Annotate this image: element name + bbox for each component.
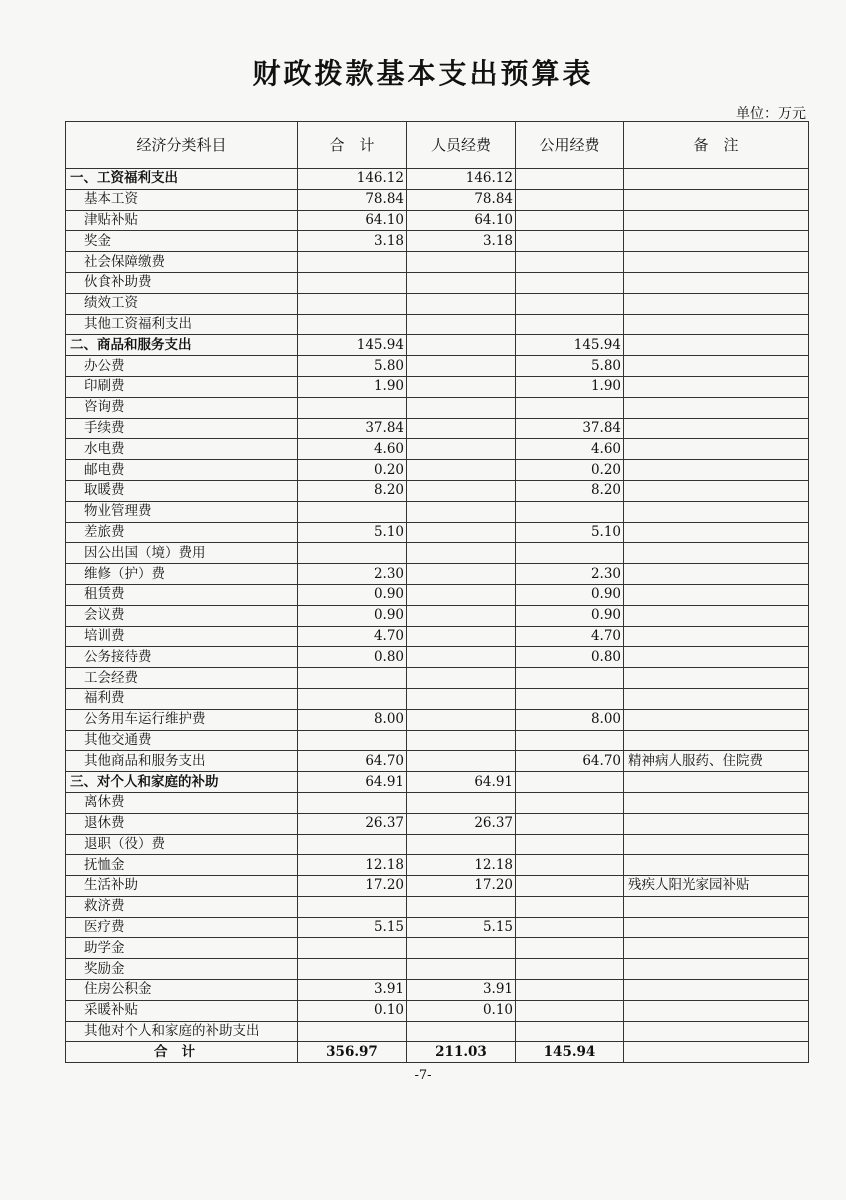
row-label: 退休费 xyxy=(66,813,298,834)
table-row xyxy=(66,876,809,897)
row-personnel: 64.10 xyxy=(407,210,516,231)
row-personnel: 26.37 xyxy=(407,813,516,834)
row-public: 5.80 xyxy=(516,356,624,377)
table-row xyxy=(66,231,809,252)
row-label: 咨询费 xyxy=(66,397,298,418)
row-note xyxy=(624,376,809,397)
row-note xyxy=(624,917,809,938)
row-note xyxy=(624,397,809,418)
row-label: 社会保障缴费 xyxy=(66,252,298,273)
row-total xyxy=(298,293,407,314)
table-row xyxy=(66,252,809,273)
table-row xyxy=(66,460,809,481)
row-personnel xyxy=(407,605,516,626)
row-label: 其他对个人和家庭的补助支出 xyxy=(66,1021,298,1042)
row-personnel xyxy=(407,834,516,855)
table-row xyxy=(66,189,809,210)
row-personnel xyxy=(407,480,516,501)
row-note xyxy=(624,1000,809,1021)
row-note xyxy=(624,626,809,647)
row-public: 0.20 xyxy=(516,460,624,481)
row-personnel xyxy=(407,293,516,314)
row-public xyxy=(516,772,624,793)
budget-table xyxy=(65,121,809,1063)
row-label: 其他工资福利支出 xyxy=(66,314,298,335)
row-public xyxy=(516,896,624,917)
row-label: 医疗费 xyxy=(66,917,298,938)
row-note xyxy=(624,210,809,231)
row-public: 2.30 xyxy=(516,564,624,585)
row-personnel: 17.20 xyxy=(407,876,516,897)
table-row xyxy=(66,772,809,793)
table-row xyxy=(66,480,809,501)
table-row xyxy=(66,730,809,751)
row-total xyxy=(298,272,407,293)
row-label: 住房公积金 xyxy=(66,980,298,1001)
row-label: 会议费 xyxy=(66,605,298,626)
table-row xyxy=(66,751,809,772)
row-label: 差旅费 xyxy=(66,522,298,543)
row-total xyxy=(298,668,407,689)
row-label: 救济费 xyxy=(66,896,298,917)
table-row xyxy=(66,959,809,980)
row-note xyxy=(624,584,809,605)
row-total xyxy=(298,1021,407,1042)
row-label: 津贴补贴 xyxy=(66,210,298,231)
row-public xyxy=(516,314,624,335)
row-public xyxy=(516,834,624,855)
row-total xyxy=(298,792,407,813)
row-label: 邮电费 xyxy=(66,460,298,481)
row-label: 水电费 xyxy=(66,439,298,460)
row-note xyxy=(624,938,809,959)
header-note: 备 注 xyxy=(624,122,809,169)
table-row xyxy=(66,917,809,938)
total-public: 145.94 xyxy=(516,1042,624,1063)
table-row xyxy=(66,439,809,460)
row-total xyxy=(298,397,407,418)
row-note xyxy=(624,460,809,481)
row-label: 基本工资 xyxy=(66,189,298,210)
row-label: 工会经费 xyxy=(66,668,298,689)
row-public xyxy=(516,210,624,231)
row-total: 5.80 xyxy=(298,356,407,377)
table-header-row xyxy=(66,122,809,169)
row-personnel xyxy=(407,938,516,959)
table-row xyxy=(66,584,809,605)
row-label: 采暖补贴 xyxy=(66,1000,298,1021)
row-public xyxy=(516,501,624,522)
row-public xyxy=(516,189,624,210)
row-total: 64.70 xyxy=(298,751,407,772)
row-label: 办公费 xyxy=(66,356,298,377)
row-total xyxy=(298,896,407,917)
row-personnel: 3.18 xyxy=(407,231,516,252)
table-row xyxy=(66,709,809,730)
row-total xyxy=(298,938,407,959)
row-note xyxy=(624,772,809,793)
row-public: 8.20 xyxy=(516,480,624,501)
row-total: 0.10 xyxy=(298,1000,407,1021)
row-public xyxy=(516,959,624,980)
row-note xyxy=(624,792,809,813)
row-personnel: 5.15 xyxy=(407,917,516,938)
row-total: 0.90 xyxy=(298,584,407,605)
row-public xyxy=(516,272,624,293)
row-total: 12.18 xyxy=(298,855,407,876)
row-label: 手续费 xyxy=(66,418,298,439)
row-note xyxy=(624,668,809,689)
row-personnel: 3.91 xyxy=(407,980,516,1001)
row-label: 一、工资福利支出 xyxy=(66,169,298,190)
table-row xyxy=(66,564,809,585)
row-public xyxy=(516,1021,624,1042)
row-label: 奖励金 xyxy=(66,959,298,980)
row-total: 4.70 xyxy=(298,626,407,647)
row-total xyxy=(298,314,407,335)
row-public xyxy=(516,668,624,689)
row-note xyxy=(624,293,809,314)
row-total: 0.90 xyxy=(298,605,407,626)
row-label: 福利费 xyxy=(66,688,298,709)
row-public: 37.84 xyxy=(516,418,624,439)
row-total: 17.20 xyxy=(298,876,407,897)
total-sum: 356.97 xyxy=(298,1042,407,1063)
row-note xyxy=(624,1021,809,1042)
row-note xyxy=(624,522,809,543)
row-note xyxy=(624,169,809,190)
row-personnel xyxy=(407,668,516,689)
table-row xyxy=(66,501,809,522)
page-number: -7- xyxy=(414,1068,432,1083)
row-label: 取暖费 xyxy=(66,480,298,501)
row-total: 3.91 xyxy=(298,980,407,1001)
table-row xyxy=(66,543,809,564)
table-row xyxy=(66,397,809,418)
table-row xyxy=(66,1000,809,1021)
row-total: 8.00 xyxy=(298,709,407,730)
row-total xyxy=(298,543,407,564)
row-public xyxy=(516,688,624,709)
row-note xyxy=(624,730,809,751)
row-public: 0.90 xyxy=(516,605,624,626)
row-total: 3.18 xyxy=(298,231,407,252)
row-note: 精神病人服药、住院费 xyxy=(624,751,809,772)
row-public: 0.80 xyxy=(516,647,624,668)
total-personnel: 211.03 xyxy=(407,1042,516,1063)
row-label: 离休费 xyxy=(66,792,298,813)
row-personnel xyxy=(407,397,516,418)
row-public xyxy=(516,1000,624,1021)
table-row xyxy=(66,626,809,647)
table-row xyxy=(66,938,809,959)
row-personnel: 12.18 xyxy=(407,855,516,876)
row-note xyxy=(624,480,809,501)
row-personnel xyxy=(407,896,516,917)
row-label: 维修（护）费 xyxy=(66,564,298,585)
header-public: 公用经费 xyxy=(516,122,624,169)
row-public xyxy=(516,231,624,252)
row-personnel xyxy=(407,626,516,647)
total-row xyxy=(66,1042,809,1063)
row-public: 64.70 xyxy=(516,751,624,772)
row-note xyxy=(624,335,809,356)
table-row xyxy=(66,688,809,709)
row-public xyxy=(516,252,624,273)
row-public: 1.90 xyxy=(516,376,624,397)
table-row xyxy=(66,272,809,293)
row-label: 三、对个人和家庭的补助 xyxy=(66,772,298,793)
row-personnel xyxy=(407,335,516,356)
row-label: 因公出国（境）费用 xyxy=(66,543,298,564)
row-personnel xyxy=(407,418,516,439)
row-public: 4.60 xyxy=(516,439,624,460)
row-total xyxy=(298,959,407,980)
row-note: 残疾人阳光家园补贴 xyxy=(624,876,809,897)
row-personnel xyxy=(407,439,516,460)
row-label: 生活补助 xyxy=(66,876,298,897)
row-note xyxy=(624,189,809,210)
row-note xyxy=(624,231,809,252)
row-label: 培训费 xyxy=(66,626,298,647)
row-note xyxy=(624,647,809,668)
row-label: 其他交通费 xyxy=(66,730,298,751)
table-row xyxy=(66,356,809,377)
row-public: 145.94 xyxy=(516,335,624,356)
row-personnel xyxy=(407,543,516,564)
row-personnel xyxy=(407,1021,516,1042)
row-label: 助学金 xyxy=(66,938,298,959)
row-personnel xyxy=(407,584,516,605)
row-public xyxy=(516,169,624,190)
row-note xyxy=(624,356,809,377)
row-label: 伙食补助费 xyxy=(66,272,298,293)
row-label: 奖金 xyxy=(66,231,298,252)
row-total: 1.90 xyxy=(298,376,407,397)
total-note xyxy=(624,1042,809,1063)
row-personnel xyxy=(407,252,516,273)
row-total: 146.12 xyxy=(298,169,407,190)
table-row xyxy=(66,522,809,543)
table-row xyxy=(66,855,809,876)
row-public: 0.90 xyxy=(516,584,624,605)
row-note xyxy=(624,834,809,855)
table-row xyxy=(66,813,809,834)
row-personnel: 0.10 xyxy=(407,1000,516,1021)
row-note xyxy=(624,252,809,273)
table-row xyxy=(66,647,809,668)
page-title: 财政拨款基本支出预算表 xyxy=(252,57,594,90)
row-note xyxy=(624,314,809,335)
table-row xyxy=(66,169,809,190)
row-label: 抚恤金 xyxy=(66,855,298,876)
row-note xyxy=(624,418,809,439)
row-note xyxy=(624,564,809,585)
row-total: 4.60 xyxy=(298,439,407,460)
row-personnel xyxy=(407,959,516,980)
row-label: 其他商品和服务支出 xyxy=(66,751,298,772)
row-total: 145.94 xyxy=(298,335,407,356)
row-personnel: 78.84 xyxy=(407,189,516,210)
row-personnel xyxy=(407,272,516,293)
row-total: 0.80 xyxy=(298,647,407,668)
unit-label: 单位：万元 xyxy=(736,106,806,122)
row-label: 公务接待费 xyxy=(66,647,298,668)
row-note xyxy=(624,855,809,876)
table-row xyxy=(66,668,809,689)
row-total xyxy=(298,501,407,522)
row-public xyxy=(516,543,624,564)
table-row xyxy=(66,210,809,231)
row-note xyxy=(624,272,809,293)
table-row xyxy=(66,293,809,314)
header-category: 经济分类科目 xyxy=(66,122,298,169)
row-total xyxy=(298,834,407,855)
table-row xyxy=(66,314,809,335)
row-total: 26.37 xyxy=(298,813,407,834)
row-total: 0.20 xyxy=(298,460,407,481)
table-row xyxy=(66,376,809,397)
row-label: 印刷费 xyxy=(66,376,298,397)
row-total: 5.10 xyxy=(298,522,407,543)
row-label: 物业管理费 xyxy=(66,501,298,522)
row-personnel xyxy=(407,564,516,585)
total-label: 合计 xyxy=(66,1042,298,1063)
row-total: 37.84 xyxy=(298,418,407,439)
row-note xyxy=(624,896,809,917)
row-total: 8.20 xyxy=(298,480,407,501)
row-personnel xyxy=(407,501,516,522)
row-public xyxy=(516,293,624,314)
row-public: 5.10 xyxy=(516,522,624,543)
row-public xyxy=(516,813,624,834)
row-personnel xyxy=(407,709,516,730)
row-label: 绩效工资 xyxy=(66,293,298,314)
row-note xyxy=(624,543,809,564)
row-personnel xyxy=(407,751,516,772)
row-public xyxy=(516,730,624,751)
row-note xyxy=(624,959,809,980)
header-personnel: 人员经费 xyxy=(407,122,516,169)
table-row xyxy=(66,792,809,813)
table-row xyxy=(66,834,809,855)
row-total: 64.10 xyxy=(298,210,407,231)
row-personnel: 146.12 xyxy=(407,169,516,190)
row-total: 78.84 xyxy=(298,189,407,210)
table-row xyxy=(66,980,809,1001)
row-personnel xyxy=(407,356,516,377)
row-personnel xyxy=(407,376,516,397)
row-note xyxy=(624,501,809,522)
row-personnel xyxy=(407,460,516,481)
row-personnel xyxy=(407,688,516,709)
header-total: 合 计 xyxy=(298,122,407,169)
row-personnel xyxy=(407,647,516,668)
row-total xyxy=(298,730,407,751)
row-public xyxy=(516,876,624,897)
table-row xyxy=(66,896,809,917)
table-row xyxy=(66,605,809,626)
row-public xyxy=(516,980,624,1001)
row-public xyxy=(516,938,624,959)
table-row xyxy=(66,418,809,439)
row-personnel xyxy=(407,522,516,543)
row-total xyxy=(298,252,407,273)
row-public xyxy=(516,855,624,876)
row-label: 退职（役）费 xyxy=(66,834,298,855)
table-row xyxy=(66,335,809,356)
row-public xyxy=(516,792,624,813)
row-public xyxy=(516,917,624,938)
table-row xyxy=(66,1021,809,1042)
row-note xyxy=(624,980,809,1001)
row-note xyxy=(624,605,809,626)
row-personnel: 64.91 xyxy=(407,772,516,793)
row-label: 租赁费 xyxy=(66,584,298,605)
row-note xyxy=(624,709,809,730)
row-public: 8.00 xyxy=(516,709,624,730)
row-note xyxy=(624,813,809,834)
row-public: 4.70 xyxy=(516,626,624,647)
row-label: 二、商品和服务支出 xyxy=(66,335,298,356)
row-note xyxy=(624,439,809,460)
row-personnel xyxy=(407,792,516,813)
row-note xyxy=(624,688,809,709)
row-personnel xyxy=(407,314,516,335)
row-total: 2.30 xyxy=(298,564,407,585)
row-label: 公务用车运行维护费 xyxy=(66,709,298,730)
row-personnel xyxy=(407,730,516,751)
row-public xyxy=(516,397,624,418)
row-total: 5.15 xyxy=(298,917,407,938)
row-total xyxy=(298,688,407,709)
row-total: 64.91 xyxy=(298,772,407,793)
table-body xyxy=(66,169,809,1042)
